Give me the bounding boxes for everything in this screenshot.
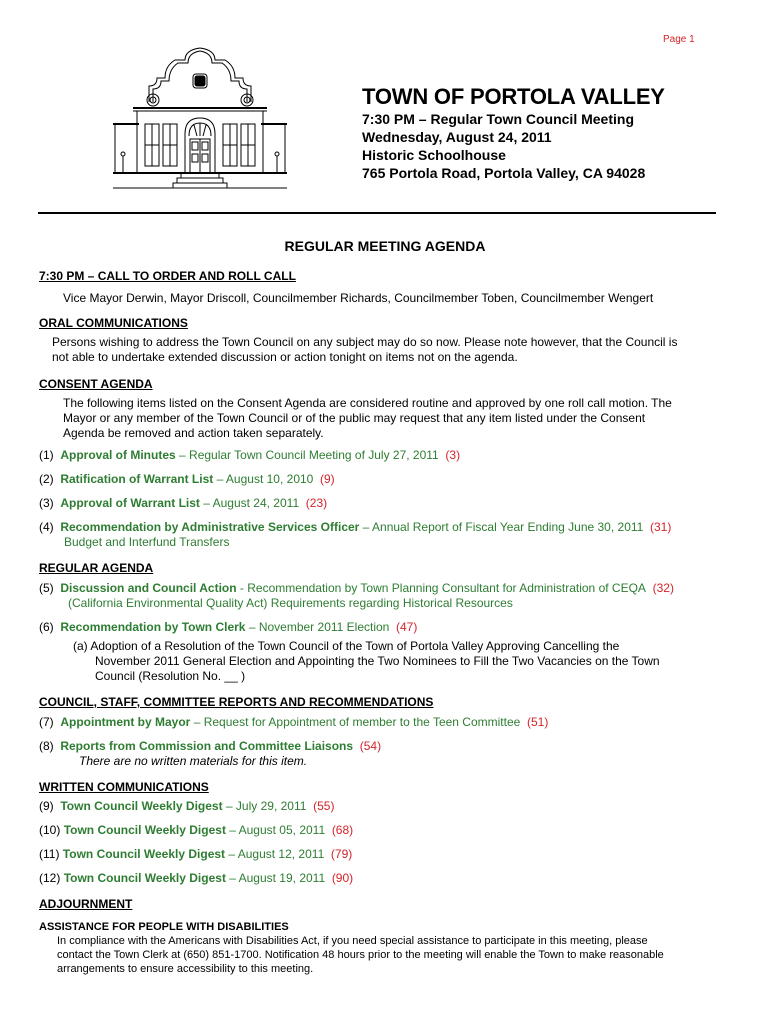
item-title[interactable]: Recommendation by Administrative Services Officer	[60, 520, 360, 534]
item-title[interactable]: Discussion and Council Action	[60, 581, 237, 595]
item-page-ref[interactable]: (9)	[320, 472, 335, 486]
agenda-item: (1) Approval of Minutes – Regular Town Council Meeting of July 27, 2011 (3)	[39, 448, 461, 462]
page-number: Page 1	[663, 34, 695, 45]
assistance-line3: arrangements to ensure accessibility to this meeting.	[57, 963, 314, 975]
schoolhouse-logo	[113, 44, 287, 196]
item-page-ref[interactable]: (23)	[305, 496, 328, 510]
item-title[interactable]: Recommendation by Town Clerk	[60, 620, 246, 634]
agenda-item: (7) Appointment by Mayor – Request for Appointment of member to the Teen Committee (51)	[39, 715, 549, 729]
item-page-ref[interactable]: (31)	[650, 520, 672, 534]
oral-communications-line1: Persons wishing to address the Town Council on any subject may do so now. Please note however, that the Council is	[52, 335, 678, 349]
adjournment-heading: ADJOURNMENT	[39, 897, 133, 911]
oral-communications-heading: ORAL COMMUNICATIONS	[39, 316, 188, 330]
assistance-line2: contact the Town Clerk at (650) 851-1700. Notification 48 hours prior to the meeting will enable the Town to make reasonable	[57, 949, 664, 961]
item-title[interactable]: Reports from Commission and Committee Liaisons	[60, 739, 354, 753]
agenda-item: (9) Town Council Weekly Digest – July 29, 2011 (55)	[39, 799, 335, 813]
assistance-heading: ASSISTANCE FOR PEOPLE WITH DISABILITIES	[39, 921, 289, 933]
item-page-ref[interactable]: (79)	[330, 847, 353, 861]
item-title[interactable]: Town Council Weekly Digest	[62, 847, 226, 861]
meeting-date: Wednesday, August 24, 2011	[362, 129, 552, 145]
oral-communications-line2: not able to undertake extended discussion or action tonight on items not on the agenda.	[52, 350, 518, 364]
agenda-item: (6) Recommendation by Town Clerk – November 2011 Election (47)	[39, 620, 418, 634]
item-page-ref[interactable]: (55)	[313, 799, 335, 813]
sub-item-a-line2: November 2011 General Election and Appointing the Two Nominees to Fill the Two Vacancies on the Town	[95, 654, 660, 668]
consent-agenda-heading: CONSENT AGENDA	[39, 377, 153, 391]
item-page-ref[interactable]: (3)	[445, 448, 461, 462]
item-title[interactable]: Approval of Warrant List	[60, 496, 200, 510]
agenda-item: (4) Recommendation by Administrative Services Officer – Annual Report of Fiscal Year Ending June 30, 2011 (31)	[39, 520, 672, 534]
item-page-ref[interactable]: (47)	[396, 620, 418, 634]
meeting-time: 7:30 PM – Regular Town Council Meeting	[362, 111, 634, 127]
reports-note: There are no written materials for this item.	[79, 754, 308, 768]
item-title[interactable]: Town Council Weekly Digest	[63, 823, 226, 837]
agenda-item-continuation: (California Environmental Quality Act) Requirements regarding Historical Resources	[68, 596, 513, 610]
consent-intro-line1: The following items listed on the Consent Agenda are considered routine and approved by one roll call motion. The	[63, 396, 672, 410]
item-title[interactable]: Town Council Weekly Digest	[60, 799, 223, 813]
agenda-title: REGULAR MEETING AGENDA	[284, 238, 486, 254]
agenda-item: (2) Ratification of Warrant List – August 10, 2010 (9)	[39, 472, 335, 486]
call-to-order-heading: 7:30 PM – CALL TO ORDER AND ROLL CALL	[39, 269, 296, 283]
agenda-item: (3) Approval of Warrant List – August 24, 2011 (23)	[39, 496, 328, 510]
town-title: TOWN OF PORTOLA VALLEY	[362, 84, 665, 109]
reports-heading: COUNCIL, STAFF, COMMITTEE REPORTS AND RECOMMENDATIONS	[39, 695, 434, 709]
sub-item-a-line1: (a) Adoption of a Resolution of the Town Council of the Town of Portola Valley Approving Cancelling the	[73, 639, 620, 653]
regular-agenda-heading: REGULAR AGENDA	[39, 561, 154, 575]
item-page-ref[interactable]: (32)	[652, 581, 674, 595]
item-title[interactable]: Approval of Minutes	[60, 448, 176, 462]
sub-item-a-line3: Council (Resolution No. __ )	[95, 669, 246, 683]
agenda-item: (10) Town Council Weekly Digest – August 05, 2011 (68)	[39, 823, 354, 837]
item-title[interactable]: Ratification of Warrant List	[60, 472, 214, 486]
agenda-item-continuation: Budget and Interfund Transfers	[64, 535, 230, 549]
meeting-address: 765 Portola Road, Portola Valley, CA 94028	[362, 165, 646, 181]
assistance-line1: In compliance with the Americans with Disabilities Act, if you need special assistance to participate in this meeting, please	[57, 935, 648, 947]
item-page-ref[interactable]: (51)	[526, 715, 549, 729]
meeting-venue: Historic Schoolhouse	[362, 147, 506, 163]
consent-intro-line2: Mayor or any member of the Town Council or of the public may request that any item listed under the Consent	[63, 411, 646, 425]
agenda-item: (5) Discussion and Council Action - Recommendation by Town Planning Consultant for Administration of CEQA (32)	[39, 581, 674, 595]
agenda-item: (11) Town Council Weekly Digest – August 12, 2011 (79)	[39, 847, 353, 861]
agenda-item: (12) Town Council Weekly Digest – August 19, 2011 (90)	[39, 871, 354, 885]
consent-intro-line3: Agenda be removed and action taken separately.	[63, 426, 324, 440]
agenda-item: (8) Reports from Commission and Committee Liaisons (54)	[39, 739, 382, 753]
item-title[interactable]: Appointment by Mayor	[60, 715, 191, 729]
roll-call-text: Vice Mayor Derwin, Mayor Driscoll, Councilmember Richards, Councilmember Toben, Councilmember Wengert	[63, 291, 654, 305]
item-page-ref[interactable]: (90)	[331, 871, 354, 885]
item-page-ref[interactable]: (68)	[331, 823, 354, 837]
item-page-ref[interactable]: (54)	[359, 739, 382, 753]
item-title[interactable]: Town Council Weekly Digest	[63, 871, 226, 885]
header-divider	[38, 212, 716, 214]
written-communications-heading: WRITTEN COMMUNICATIONS	[39, 780, 209, 794]
